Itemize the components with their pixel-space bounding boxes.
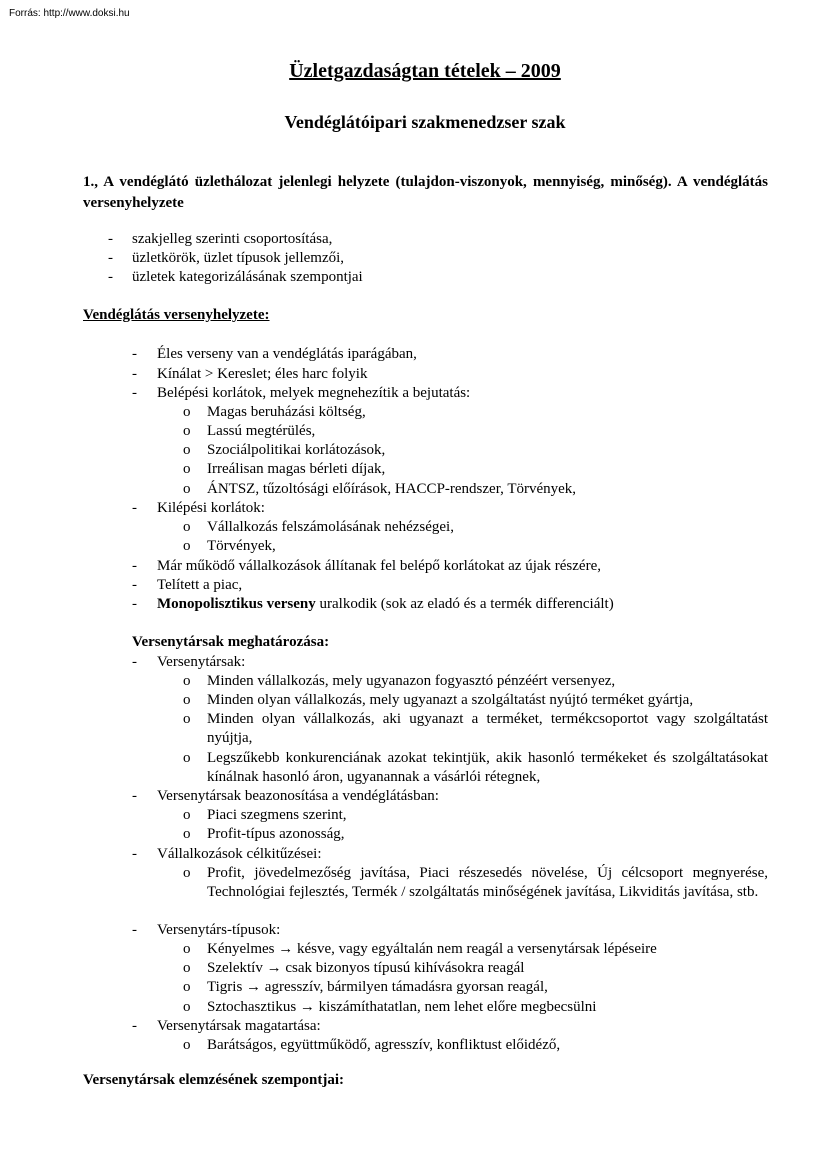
- sub-item: Profit-típus azonosság,: [207, 826, 345, 842]
- list-item: Belépési korlátok, melyek megnehezítik a bejutatás:: [157, 385, 471, 401]
- dash: -: [132, 596, 137, 612]
- sub-item: ÁNTSZ, tűzoltósági előírások, HACCP-rendszer, Törvények,: [207, 481, 577, 497]
- dash: -: [108, 269, 113, 285]
- dash: -: [108, 250, 113, 266]
- list-item: [157, 595, 614, 614]
- question-heading: 1., A vendéglátó üzlethálozat jelenlegi helyzete (tulajdon-viszonyok, mennyiség, minőség). A vendéglátás versenyhelyzete: [83, 174, 768, 211]
- list-item: Kínálat > Kereslet; éles harc folyik: [157, 366, 368, 382]
- circle-bullet: o: [183, 692, 191, 708]
- document-subtitle: Vendéglátóipari szakmenedzser szak: [284, 112, 566, 132]
- sub-item: Minden olyan vállalkozás, aki ugyanazt a terméket, termékcsoportot vagy szolgáltatást nyújtja,: [207, 711, 768, 746]
- dash: -: [132, 346, 137, 362]
- circle-bullet: o: [183, 750, 191, 766]
- sub-item: Minden olyan vállalkozás, mely ugyanazt a szolgáltatást nyújtó terméket gyártja,: [207, 692, 694, 708]
- circle-bullet: o: [183, 404, 191, 420]
- dash: -: [132, 558, 137, 574]
- list-item: üzletkörök, üzlet típusok jellemzői,: [132, 250, 345, 266]
- sub-item: Profit, jövedelmezőség javítása, Piaci részesedés növelése, Új célcsoport megnyerése, Technológiai fejlesztés, Termék / szolgáltatás minőségének javítása, Likviditás javítása, stb.: [207, 865, 768, 900]
- circle-bullet: o: [183, 999, 191, 1015]
- sub-item: Legszűkebb konkurenciának azokat tekintjük, akik hasonló termékeket és szolgáltatásokat kínálnak hasonló áron, ugyanannak a vásárlói rétegnek,: [207, 750, 768, 785]
- dash: -: [132, 654, 137, 670]
- circle-bullet: o: [183, 1037, 191, 1053]
- competitors-heading: Versenytársak meghatározása:: [132, 634, 330, 650]
- circle-bullet: o: [183, 481, 191, 497]
- circle-bullet: o: [183, 711, 191, 727]
- sub-item: Kényelmes → késve, vagy egyáltalán nem reagál a versenytársak lépéseire: [207, 941, 657, 957]
- dash: -: [132, 366, 137, 382]
- circle-bullet: o: [183, 826, 191, 842]
- list-item-rest: uralkodik (sok az eladó és a termék differenciált): [315, 596, 614, 612]
- list-item: üzletek kategorizálásának szempontjai: [132, 269, 363, 285]
- circle-bullet: o: [183, 941, 191, 957]
- sub-item: Sztochasztikus → kiszámíthatatlan, nem lehet előre megbecsülni: [207, 999, 597, 1015]
- sub-item: Piaci szegmens szerint,: [207, 807, 347, 823]
- list-item: szakjelleg szerinti csoportosítása,: [132, 231, 333, 247]
- list-item: Vállalkozások célkitűzései:: [157, 846, 322, 862]
- dash: -: [132, 577, 137, 593]
- list-item: Versenytárs-típusok:: [157, 922, 281, 938]
- circle-bullet: o: [183, 538, 191, 554]
- list-item: Kilépési korlátok:: [157, 500, 265, 516]
- sub-item: Irreálisan magas bérleti díjak,: [207, 461, 386, 477]
- sub-item: Tigris → agresszív, bármilyen támadásra gyorsan reagál,: [207, 979, 548, 995]
- sub-item: Barátságos, együttműködő, agresszív, konfliktust előidéző,: [207, 1037, 561, 1053]
- list-item: Éles verseny van a vendéglátás iparágában,: [157, 346, 417, 362]
- dash: -: [132, 385, 137, 401]
- sub-item: Szociálpolitikai korlátozások,: [207, 442, 386, 458]
- source-line: Forrás: http://www.doksi.hu: [9, 8, 130, 19]
- circle-bullet: o: [183, 461, 191, 477]
- list-item: Versenytársak beazonosítása a vendéglátásban:: [157, 788, 439, 804]
- document-title: Üzletgazdaságtan tételek – 2009: [289, 60, 561, 82]
- circle-bullet: o: [183, 673, 191, 689]
- sub-item: Szelektív → csak bizonyos típusú kihívásokra reagál: [207, 960, 525, 976]
- list-item: Versenytársak magatartása:: [157, 1018, 321, 1034]
- list-item: Telített a piac,: [157, 577, 243, 593]
- sub-item: Törvények,: [207, 538, 276, 554]
- sub-item: Lassú megtérülés,: [207, 423, 316, 439]
- circle-bullet: o: [183, 519, 191, 535]
- dash: -: [132, 788, 137, 804]
- circle-bullet: o: [183, 442, 191, 458]
- list-item: Versenytársak:: [157, 654, 246, 670]
- dash: -: [132, 922, 137, 938]
- dash: -: [132, 846, 137, 862]
- circle-bullet: o: [183, 865, 191, 881]
- circle-bullet: o: [183, 423, 191, 439]
- circle-bullet: o: [183, 979, 191, 995]
- sub-item: Magas beruházási költség,: [207, 404, 366, 420]
- bold-term: Monopolisztikus verseny: [157, 596, 316, 612]
- analysis-heading: Versenytársak elemzésének szempontjai:: [83, 1072, 345, 1088]
- circle-bullet: o: [183, 960, 191, 976]
- dash: -: [132, 1018, 137, 1034]
- sub-item: Minden vállalkozás, mely ugyanazon fogyasztó pénzéért versenyez,: [207, 673, 616, 689]
- dash: -: [132, 500, 137, 516]
- sub-item: Vállalkozás felszámolásának nehézségei,: [207, 519, 454, 535]
- list-item: Már működő vállalkozások állítanak fel belépő korlátokat az újak részére,: [157, 558, 601, 574]
- dash: -: [108, 231, 113, 247]
- circle-bullet: o: [183, 807, 191, 823]
- section-heading: Vendéglátás versenyhelyzete:: [83, 307, 270, 323]
